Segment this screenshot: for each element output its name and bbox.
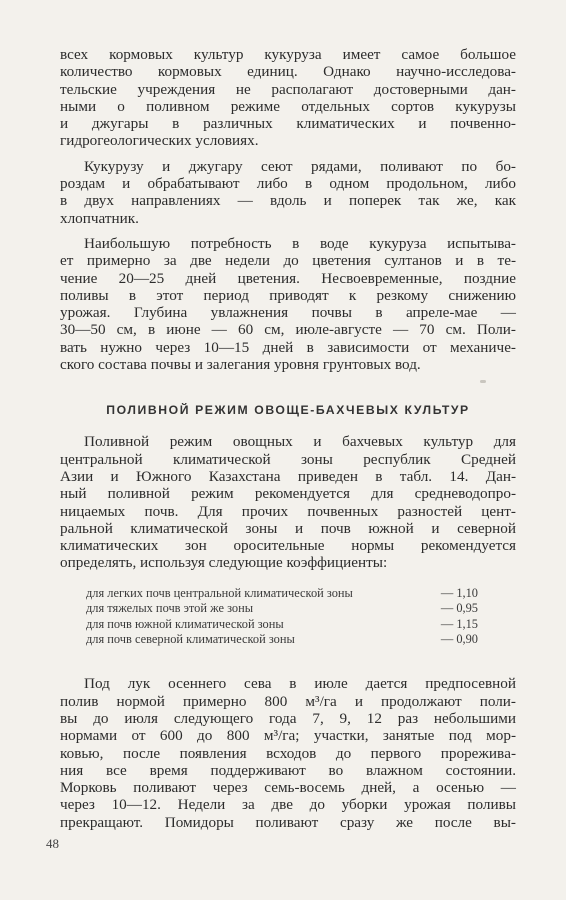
text-line: и джугары в различных климатических и почвенно- [60, 115, 516, 133]
paragraph-sowing-rows [60, 158, 516, 175]
paragraph-onion-carrot [60, 675, 516, 692]
text-line: урожая. Глубина увлажнения почвы в апреле-мае — [60, 304, 516, 322]
text-line: Под лук осеннего сева в июле дается предпосевной [84, 675, 516, 693]
text-line: в двух направлениях — вдоль и поперек так же, как [60, 192, 516, 210]
coefficient-value: — 1,15 [440, 616, 478, 631]
text-line: прекращают. Помидоры поливают сразу же после вы- [60, 813, 516, 831]
coefficient-row [86, 586, 478, 601]
paragraph-irrigation-regime-cont [60, 451, 516, 572]
coefficient-label: для почв северной климатической зоны [86, 631, 295, 646]
text-line: гидрогеологических условиях. [60, 132, 259, 150]
text-line: ковью, после появления всходов до первого прореживa- [60, 744, 516, 762]
text-line: ный поливной режим рекомендуется для средневодопро- [60, 485, 516, 503]
text-line: вы до июля следующего года 7, 9, 12 раз небольшими [60, 709, 516, 727]
text-line: через 10—12. Недели за две до уборки урожая поливы [60, 796, 516, 814]
text-line: ными о поливном режиме отдельных сортов кукурузы [60, 97, 516, 115]
text-line: количество кормовых единиц. Однако научно-исследова- [60, 63, 516, 81]
paragraph-irrigation-regime [60, 433, 516, 450]
text-line: ет примерно за две недели до цветения султанов и в те- [60, 252, 516, 270]
coefficient-label: для тяжелых почв этой же зоны [86, 601, 254, 616]
text-line: центральной климатической зоны республик Средней [60, 450, 516, 468]
text-column [60, 46, 516, 831]
text-line: чение 20—25 дней цветения. Несвоевременные, поздние [60, 269, 516, 287]
text-line: всех кормовых культур кукуруза имеет самое большое [60, 46, 516, 63]
text-line: нормами от 600 до 800 м³/га; участки, занятые под мор- [60, 727, 516, 745]
coefficient-list [86, 586, 478, 648]
text-line: ского состава почвы и залегания уровня грунтовых вод. [60, 356, 421, 374]
spacer [60, 227, 516, 235]
print-speck [480, 380, 486, 383]
coefficient-label: для почв южной климатической зоны [86, 616, 284, 631]
coefficient-value: — 0,95 [440, 601, 478, 616]
text-line: определять, используя следующие коэффициенты: [60, 554, 388, 572]
text-line: Кукурузу и джугару сеют рядами, поливают по бо- [84, 157, 516, 175]
text-line: Наибольшую потребность в воде кукуруза испытыва- [84, 234, 516, 252]
text-line: ния все время поддерживают во влажном состоянии. [60, 761, 516, 779]
text-line: климатических зон оросительные нормы рекомендуется [60, 537, 516, 555]
paragraph-onion-carrot-cont [60, 693, 516, 831]
coefficient-row [86, 601, 478, 616]
section-heading: ПОЛИВНОЙ РЕЖИМ ОВОЩЕ-БАХЧЕВЫХ КУЛЬТУР [106, 403, 470, 418]
text-line: Поливной режим овощных и бахчевых культур для [84, 433, 516, 451]
paragraph-corn-feed-units [60, 46, 516, 150]
text-line: 30—50 см, в июне — 60 см, июле-августе — 70 см. Поли- [60, 321, 516, 339]
text-line: полив нормой примерно 800 м³/га и продолжают поли- [60, 692, 516, 710]
text-line: тельские учреждения не располагают достоверными дан- [60, 80, 516, 98]
text-line: хлопчатник. [60, 209, 139, 227]
text-line: ницаемых почв. Для прочих почвенных разностей цент- [60, 502, 516, 520]
paragraph-water-demand-cont [60, 252, 516, 373]
text-line: Азии и Южного Казахстана приведен в табл. 14. Дан- [60, 467, 516, 485]
coefficient-label: для легких почв центральной климатической зоны [86, 585, 353, 600]
spacer [60, 150, 516, 158]
coefficient-value: — 0,90 [440, 631, 478, 646]
text-line: ральной климатической зоны и почв южной и северной [60, 519, 516, 537]
coefficient-row [86, 632, 478, 647]
paragraph-water-demand [60, 235, 516, 252]
page-number: 48 [46, 836, 59, 851]
text-line: поливы в этот период приводят к резкому снижению [60, 286, 516, 304]
text-line: Морковь поливают через семь-восемь дней, а осенью — [60, 779, 516, 797]
coefficient-row [86, 617, 478, 632]
text-line: роздам и обрабатывают либо в одном продольном, либо [60, 175, 516, 193]
coefficient-value: — 1,10 [440, 585, 478, 600]
text-line: вать нужно через 10—15 дней в зависимости от механиче- [60, 338, 516, 356]
paragraph-sowing-rows-cont [60, 175, 516, 227]
